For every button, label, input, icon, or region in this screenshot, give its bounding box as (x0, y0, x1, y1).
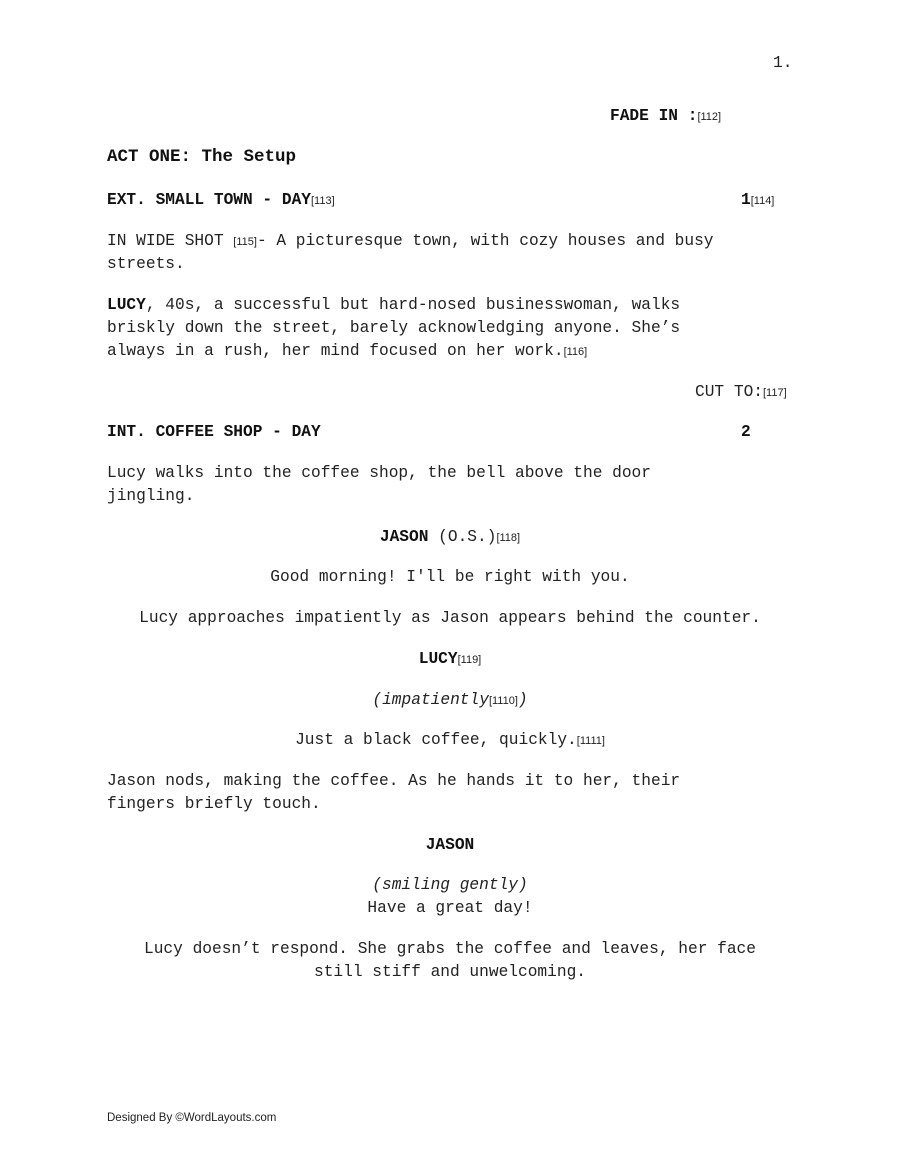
action-line (107, 294, 680, 317)
reference-mark: [112] (697, 111, 722, 123)
character-cue (0, 648, 900, 672)
transition-text: CUT TO: (695, 383, 763, 401)
parenthetical-close: ) (517, 691, 528, 709)
reference-mark: [117] (763, 387, 787, 399)
reference-mark: [114] (750, 195, 775, 207)
reference-mark: [116] (563, 346, 588, 358)
reference-mark: [118] (496, 532, 521, 544)
parenthetical-text: (impatiently (372, 691, 489, 709)
action-lead: IN WIDE SHOT (107, 232, 234, 250)
action-line: jingling. (107, 487, 195, 505)
action-text: always in a rush, her mind focused on her work. (107, 342, 564, 360)
action-line: fingers briefly touch. (107, 795, 321, 813)
character-extension: (O.S.) (428, 528, 497, 546)
transition-cut-to (695, 381, 787, 405)
scene-number: 2 (741, 423, 751, 441)
reference-mark: [113] (311, 195, 335, 207)
page-number: 1. (773, 54, 793, 72)
action-line: briskly down the street, barely acknowledging anyone. She’s (107, 319, 681, 337)
parenthetical: (smiling gently) (372, 876, 528, 894)
scene-heading-text: EXT. SMALL TOWN - DAY (107, 191, 311, 209)
scene-heading (107, 189, 335, 213)
reference-mark: [1110] (488, 695, 518, 707)
parenthetical (0, 689, 900, 713)
footer-credit: Designed By ©WordLayouts.com (107, 1112, 277, 1124)
act-heading: ACT ONE: The Setup (107, 147, 297, 167)
action-line (107, 340, 587, 364)
dialogue: Have a great day! (367, 899, 533, 917)
action-line: Lucy doesn’t respond. She grabs the coffee and leaves, her face (144, 940, 756, 958)
action-line: still stiff and unwelcoming. (314, 963, 586, 981)
reference-mark: [115] (233, 236, 257, 248)
action-line: Jason nods, making the coffee. As he hands it to her, their (107, 772, 681, 790)
character-cue: JASON (425, 836, 475, 854)
dialogue-text: Just a black coffee, quickly. (295, 731, 577, 749)
dialogue (0, 729, 900, 753)
dialogue: Good morning! I'll be right with you. (270, 568, 630, 586)
character-cue (0, 526, 900, 550)
scene-number (741, 189, 774, 213)
reference-mark: [119] (457, 654, 482, 666)
reference-mark: [1111] (576, 735, 605, 747)
action-text: , 40s, a successful but hard-nosed businesswoman, walks (145, 296, 681, 314)
action-line: Lucy approaches impatiently as Jason appears behind the counter. (139, 609, 761, 627)
scene-number-text: 1 (741, 191, 751, 209)
action-line (107, 230, 714, 254)
action-line: Lucy walks into the coffee shop, the bell above the door (107, 464, 651, 482)
transition-text: FADE IN : (610, 107, 698, 125)
character-name: JASON (379, 528, 429, 546)
action-line: streets. (107, 255, 185, 273)
character-intro: LUCY (107, 296, 146, 314)
scene-heading: INT. COFFEE SHOP - DAY (107, 423, 321, 441)
character-name: LUCY (418, 650, 458, 668)
action-text: - A picturesque town, with cozy houses and busy (256, 232, 714, 250)
transition-fade-in (610, 105, 721, 129)
